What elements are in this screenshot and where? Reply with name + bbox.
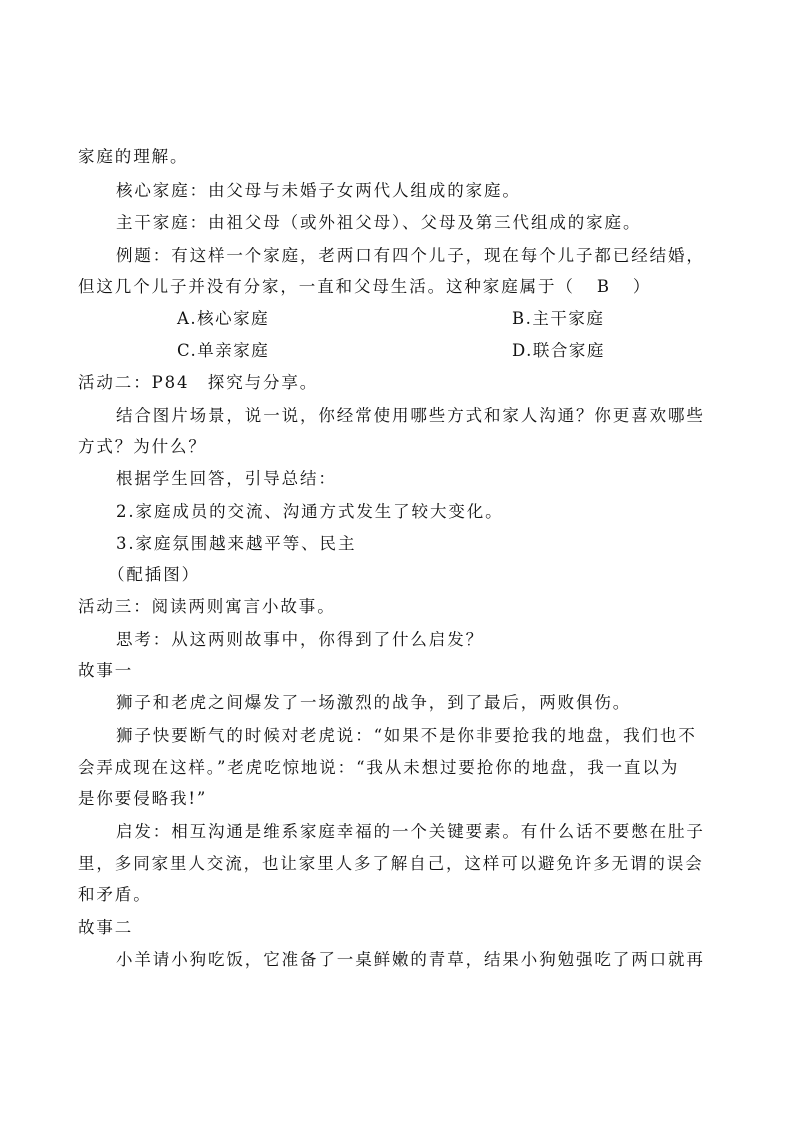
paragraph-line: 核心家庭：由父母与未婚子女两代人组成的家庭。 [116,181,521,200]
answer-text: B [596,277,611,296]
paragraph-line: 狮子快要断气的时候对老虎说：“如果不是你非要抢我的地盘，我们也不 [116,726,697,745]
paragraph-line: 里，多同家里人交流，也让家里人多了解自己，这样可以避免许多无谓的误会 [78,854,704,873]
option-a: A.核心家庭 [177,309,270,328]
activity-heading: 活动三：阅读两则寓言小故事。 [78,597,336,616]
figure-note: （配插图） [108,565,200,584]
paragraph-line: 根据学生回答，引导总结： [116,469,337,488]
paragraph-line: 例题：有这样一个家庭，老两口有四个儿子，现在每个儿子都已经结婚， [116,246,705,265]
closing-paren: ） [632,277,652,296]
paragraph-line: 思考：从这两则故事中，你得到了什么启发？ [116,630,484,649]
option-b: B.主干家庭 [512,309,605,328]
paragraph-line: 家庭的理解。 [78,147,189,166]
paragraph-line: 3.家庭氛围越来越平等、民主 [116,534,357,553]
question-text: 但这几个儿子并没有分家，一直和父母生活。这种家庭属于（ [78,277,575,296]
paragraph-line: 狮子和老虎之间爆发了一场激烈的战争，到了最后，两败俱伤。 [116,693,632,712]
paragraph-line: 结合图片场景，说一说，你经常使用哪些方式和家人沟通？你更喜欢哪些 [116,406,705,425]
question-line [78,277,651,297]
paragraph-line: 和矛盾。 [78,885,152,904]
paragraph-line: 小羊请小狗吃饭，它准备了一桌鲜嫩的青草，结果小狗勉强吃了两口就再 [116,950,705,969]
paragraph-line: 主干家庭：由祖父母（或外祖父母）、父母及第三代组成的家庭。 [116,213,642,232]
activity-heading: 活动二：P84 探究与分享。 [78,373,319,392]
story-heading: 故事二 [78,918,134,937]
option-d: D.联合家庭 [512,341,605,360]
story-heading: 故事一 [78,661,134,680]
paragraph-line: 是你要侵略我!” [78,789,208,808]
option-c: C.单亲家庭 [177,341,270,360]
paragraph-line: 2.家庭成员的交流、沟通方式发生了较大变化。 [116,502,504,521]
paragraph-line: 方式？为什么？ [78,437,207,456]
paragraph-line: 会弄成现在这样。”老虎吃惊地说：“我从未想过要抢你的地盘，我一直以为 [78,758,680,777]
paragraph-line: 启发：相互沟通是维系家庭幸福的一个关键要素。有什么话不要憋在肚子 [116,822,705,841]
